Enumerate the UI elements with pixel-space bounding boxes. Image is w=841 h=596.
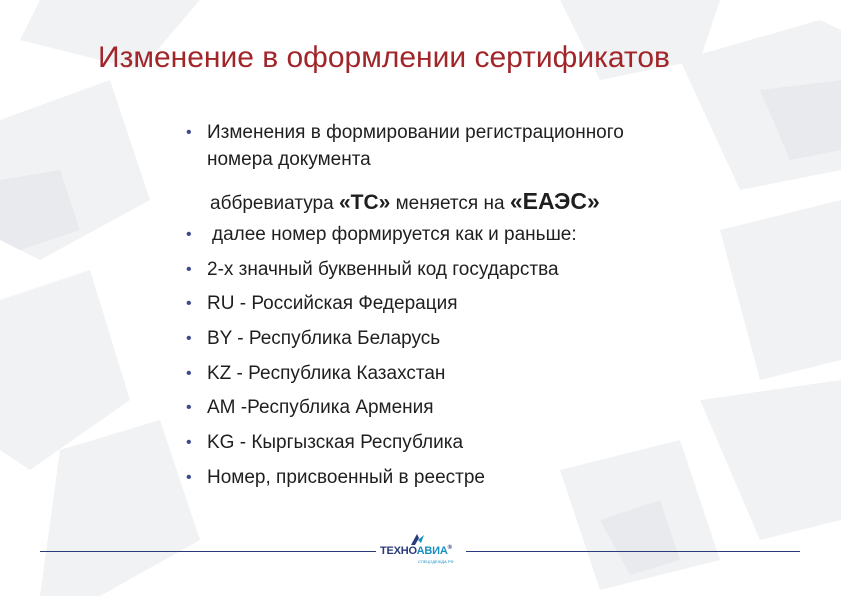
slide-title: Изменение в оформлении сертификатов [98,41,670,74]
list-item: • Изменения в формировании регистрационного [186,122,624,143]
list-item: • KG - Кыргызская Республика [186,432,464,453]
footer-divider-right [466,551,800,552]
list-item-continuation: номера документа [207,149,371,170]
bullet-icon: • [186,295,192,312]
list-item: • KZ - Республика Казахстан [186,363,446,384]
bullet-icon: • [186,226,192,243]
bullet-icon: • [186,261,192,278]
bullet-icon: • [186,469,192,486]
list-item: • далее номер формируется как и раньше: [186,224,577,245]
footer-divider-left [40,551,376,552]
bullet-icon: • [186,399,192,416]
bullet-icon: • [186,124,192,141]
list-item: • 2-х значный буквенный код государства [186,259,559,280]
list-item: • BY - Республика Беларусь [186,328,441,349]
company-logo: ТЕХНОАВИА® СПЕЦОДЕЖДА РФ [380,533,464,567]
bullet-icon: • [186,365,192,382]
bullet-icon: • [186,434,192,451]
list-item: • Номер, присвоенный в реестре [186,467,485,488]
old-abbreviation: «ТС» [338,191,391,214]
list-item: • RU - Российская Федерация [186,293,458,314]
list-item: • AM -Республика Армения [186,397,434,418]
new-abbreviation: «ЕАЭС» [509,188,600,214]
abbreviation-line: аббревиатура «ТС» меняется на «ЕАЭС» [210,188,600,214]
bullet-icon: • [186,330,192,347]
